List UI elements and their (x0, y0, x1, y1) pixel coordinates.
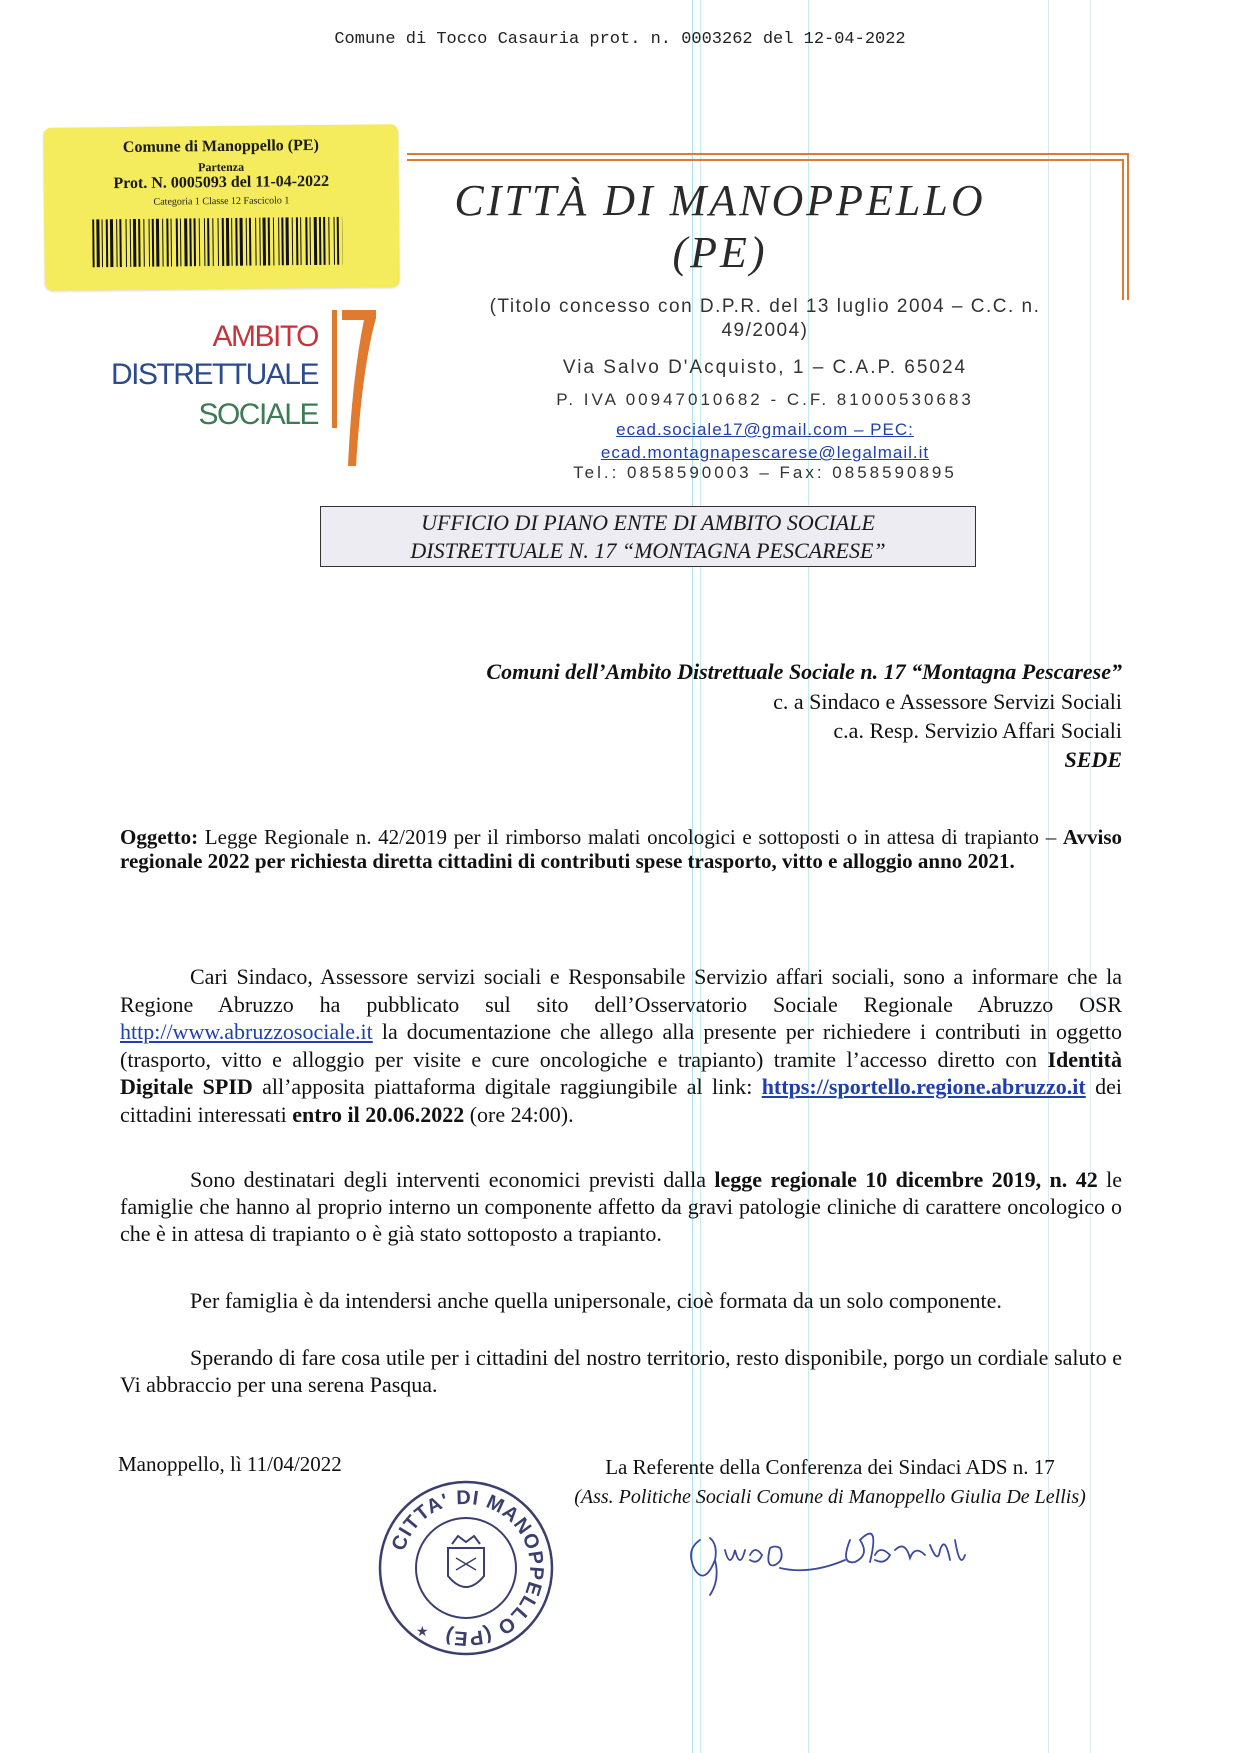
title-concession (455, 295, 1075, 343)
text: la documentazione che allego alla presente per richiedere i contributi in oggetto (trasporto, vitto e alloggio per visite e cure oncologiche e trapianto) tramite l’accesso diretto con (120, 1019, 1122, 1072)
text: all’apposita piattaforma digitale raggiungibile al link: (252, 1074, 762, 1099)
text: Per famiglia è da intendersi anche quella unipersonale, cioè formata da un solo componente. (190, 1288, 1002, 1313)
text-bold: entro il 20.06.2022 (292, 1101, 465, 1127)
frame-line (407, 159, 1122, 161)
recipient-line: c. a Sindaco e Assessore Servizi Sociali (773, 689, 1122, 714)
pec-line[interactable]: ecad.montagnapescarese@legalmail.it (600, 443, 930, 462)
paragraph (120, 1344, 1122, 1398)
info-line: 49/2004) (721, 320, 809, 341)
logo-word: SOCIALE (198, 398, 318, 431)
svg-text:★: ★ (416, 1624, 429, 1640)
abruzzosociale-link[interactable]: http://www.abruzzosociale.it (120, 1019, 373, 1044)
frame-line (1127, 153, 1129, 300)
subject-text: Legge Regionale n. 42/2019 per il rimborso malati oncologici e sottoposti o in attesa di trapianto – (198, 825, 1063, 849)
sticker-line: Prot. N. 0005093 del 11-04-2022 (113, 172, 330, 193)
paragraph (120, 963, 1122, 1128)
paragraph (120, 1287, 1122, 1314)
vat-number: P. IVA 00947010682 - C.F. 81000530683 (556, 390, 974, 409)
barcode-icon (92, 217, 342, 268)
address: Via Salvo D'Acquisto, 1 – C.A.P. 65024 (562, 357, 968, 378)
subject (120, 825, 1122, 873)
frame-line (1122, 159, 1124, 300)
stamp-text: CITTA' DI MANOPPELLO (PE) (387, 1486, 548, 1650)
text-bold: legge regionale 10 dicembre 2019, n. 42 (714, 1167, 1098, 1192)
text-bold: Identità Digitale SPID (120, 1046, 1122, 1099)
subject-label: Oggetto: (120, 825, 199, 849)
email-link[interactable] (455, 418, 1075, 464)
recipient-line: c.a. Resp. Servizio Affari Sociali (833, 718, 1122, 743)
logo-seventeen-icon (330, 308, 380, 468)
city-title-line: CITTÀ DI MANOPPELLO (454, 176, 986, 225)
referente: La Referente della Conferenza dei Sindaci ADS n. 17 (605, 1455, 1055, 1479)
official-stamp-icon (376, 1478, 556, 1658)
info-line: (Titolo concesso con D.P.R. del 13 luglio 2004 – C.C. n. (489, 296, 1041, 317)
sportello-link[interactable]: https://sportello.regione.abruzzo.it (761, 1074, 1086, 1099)
city-title-line: (PE) (672, 228, 768, 277)
paragraph (120, 1166, 1122, 1247)
frame-line (407, 153, 1128, 155)
sticker-line: Partenza (198, 159, 245, 175)
sticker-line: Categoria 1 Classe 12 Fascicolo 1 (153, 195, 290, 208)
office-box (320, 506, 976, 567)
logo-word: DISTRETTUALE (110, 358, 318, 391)
logo-word: AMBITO (212, 320, 318, 353)
svg-text:CITTA' DI MANOPPELLO (PE) (388, 1487, 548, 1649)
sticker-line: Comune di Manoppello (PE) (122, 136, 319, 157)
protocol-sticker (43, 124, 400, 291)
phone-fax: Tel.: 0858590003 – Fax: 0858590895 (573, 463, 957, 482)
text: Sono destinatari degli interventi economici previsti dalla (190, 1167, 715, 1192)
office-line: DISTRETTUALE N. 17 “MONTAGNA PESCARESE” (410, 538, 886, 563)
office-line: UFFICIO DI PIANO ENTE DI AMBITO SOCIALE (421, 510, 875, 535)
text: le famiglie che hanno al proprio interno un componente affetto da gravi patologie cliniche di carattere oncologico o che è in attesa di trapianto o è già stato sottoposto a trapianto. (120, 1167, 1122, 1246)
place-date: Manoppello, lì 11/04/2022 (118, 1452, 342, 1476)
referente-sub: (Ass. Politiche Sociali Comune di Manoppello Giulia De Lellis) (574, 1486, 1086, 1508)
handwritten-signature-icon (680, 1500, 980, 1600)
text: dei cittadini interessati (120, 1074, 1122, 1127)
text: (ore 24:00). (464, 1101, 574, 1127)
recipient-line: SEDE (1064, 747, 1122, 772)
email-line[interactable]: ecad.sociale17@gmail.com – PEC: (616, 420, 914, 439)
text: Sperando di fare cosa utile per i cittadini del nostro territorio, resto disponibile, porgo un cordiale saluto e Vi abbraccio per una serena Pasqua. (120, 1345, 1122, 1397)
protocol-header: Comune di Tocco Casauria prot. n. 0003262 del 12-04-2022 (334, 30, 906, 49)
recipient-line: Comuni dell’Ambito Distrettuale Sociale n. 17 “Montagna Pescarese” (486, 659, 1122, 684)
subject-bold: Avviso regionale 2022 per richiesta diretta cittadini di contributi spese trasporto, vitto e alloggio anno 2021. (120, 825, 1122, 873)
city-title (420, 175, 1020, 279)
text: Cari Sindaco, Assessore servizi sociali e Responsabile Servizio affari sociali, sono a informare che la Regione Abruzzo ha pubblicato sul sito dell’Osservatorio Sociale Regionale Abruzzo OSR (120, 964, 1122, 1017)
